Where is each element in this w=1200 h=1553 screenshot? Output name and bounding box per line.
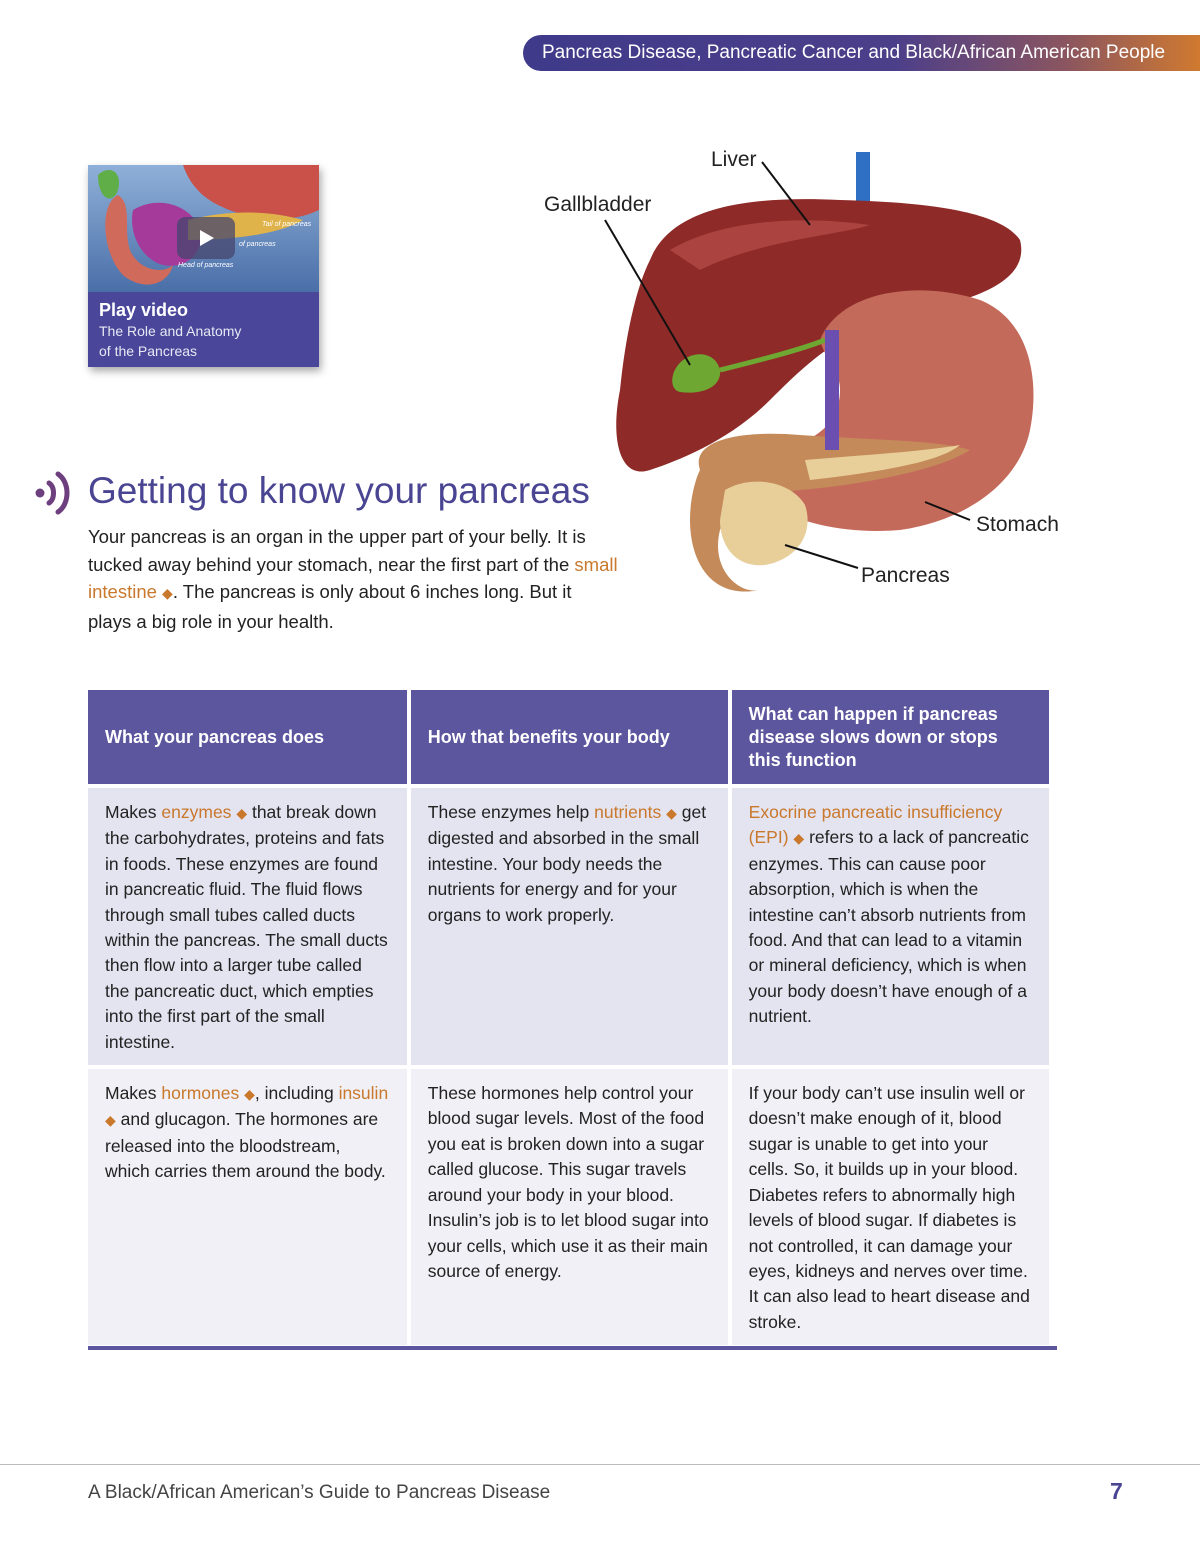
table-header-row [88, 690, 1049, 784]
thumb-gallbladder [98, 170, 119, 198]
video-card[interactable] [88, 165, 319, 367]
video-subtitle-line1: The Role and Anatomy [99, 323, 242, 339]
table-bottom-rule [88, 1346, 1057, 1350]
glossary-diamond-icon[interactable]: ◆ [666, 805, 677, 821]
term-epi[interactable]: Exocrine pancreatic insufficiency (EPI) [748, 802, 1003, 848]
pancreas-pointer [785, 545, 858, 568]
header-what-pancreas-does: What your pancreas does [88, 690, 407, 784]
intro-paragraph [88, 523, 618, 635]
video-title[interactable]: Play video [99, 300, 189, 320]
glossary-diamond-icon[interactable]: ◆ [793, 830, 805, 847]
thumb-label-head: Head of pancreas [178, 262, 234, 269]
intro-text-2: . The pancreas is only about 6 inches long. But it plays a big role in your health. [88, 581, 572, 632]
table-cell [88, 788, 407, 1065]
play-icon [200, 230, 214, 246]
table-cell [732, 788, 1049, 1065]
video-thumbnail[interactable] [88, 165, 319, 292]
speaker-audio-icon[interactable] [33, 468, 77, 518]
term-hormones[interactable]: hormones [161, 1083, 240, 1104]
cell-text: that break down the carbohydrates, proteins and fats in foods. These enzymes are found in pancreatic fluid. The fluid flows through small tubes called ducts within the pancreas. The small ducts then flow into a larger tube called the pancreatic duct, which empties into the first part of the small intestine. [105, 802, 388, 1052]
cell-text: Makes [105, 1083, 162, 1104]
cell-text: Makes [105, 802, 162, 822]
table-row [88, 788, 1049, 1065]
video-caption[interactable] [99, 299, 241, 361]
pancreas-function-table [84, 686, 1053, 1349]
glossary-diamond-icon[interactable]: ◆ [162, 585, 173, 601]
anatomy-illustration [540, 140, 1100, 620]
table-cell [411, 788, 728, 1065]
glossary-diamond-icon[interactable]: ◆ [236, 805, 248, 821]
glossary-diamond-icon[interactable]: ◆ [105, 1112, 116, 1129]
label-liver: Liver [711, 148, 757, 171]
footer-guide-title: A Black/African American’s Guide to Pancreas Disease [88, 1482, 551, 1503]
term-insulin[interactable]: insulin [338, 1083, 389, 1104]
glossary-diamond-icon[interactable]: ◆ [244, 1086, 255, 1103]
intro-text-1: Your pancreas is an organ in the upper part of your belly. It is tucked away behind your stomach, near the first part of the [88, 526, 586, 575]
term-nutrients[interactable]: nutrients [594, 802, 662, 822]
label-gallbladder: Gallbladder [544, 193, 652, 216]
cell-text: refers to a lack of pancreatic enzymes. This can cause poor absorption, which is when the intestine can’t absorb nutrients from food. And that can lead to a vitamin or mineral deficiency, which is when your body doesn’t have enough of a nutrient. [748, 827, 1029, 1027]
header-disease-effects: What can happen if pancreas disease slows down or stops this function [732, 690, 1049, 784]
label-pancreas: Pancreas [861, 564, 950, 587]
header-benefits: How that benefits your body [411, 690, 728, 784]
header-banner-text: Pancreas Disease, Pancreatic Cancer and Black/African American People [542, 42, 1166, 63]
header-banner [523, 35, 1200, 71]
cell-text: and glucagon. The hormones are released into the bloodstream, which carries them around the body. [105, 1109, 386, 1182]
cell-text: get digested and absorbed in the small intestine. Your body needs the nutrients for energy and for your organs to work properly. [427, 802, 707, 925]
thumb-stomach [183, 165, 319, 219]
page-number: 7 [1110, 1478, 1123, 1504]
table-cell [88, 1069, 407, 1345]
cell-text: , including [254, 1083, 339, 1104]
section-title: Getting to know your pancreas [88, 470, 590, 511]
term-enzymes[interactable]: enzymes [161, 802, 232, 822]
table-row [88, 1069, 1049, 1345]
thumb-label-body: of pancreas [239, 241, 276, 248]
table-cell: These hormones help control your blood sugar levels. Most of the food you eat is broken down into a sugar called glucose. This sugar travels around your body in your blood. Insulin’s job is to let blood sugar into your cells, which use it as their main source of energy. [411, 1069, 728, 1345]
video-subtitle-line2: of the Pancreas [99, 343, 198, 359]
footer-divider [0, 1464, 1200, 1465]
label-stomach: Stomach [976, 513, 1059, 536]
table-cell: If your body can’t use insulin well or doesn’t make enough of it, blood sugar is unable to get into your cells. So, it builds up in your blood. Diabetes refers to abnormally high levels of blood sugar. If diabetes is not controlled, it can damage your eyes, kidneys and nerves over time. It can also lead to heart disease and stroke. [732, 1069, 1049, 1345]
term-small-intestine[interactable]: small intestine [88, 553, 618, 602]
cell-text: These enzymes help [427, 802, 595, 822]
play-button[interactable] [177, 217, 235, 259]
thumb-label-tail: Tail of pancreas [262, 221, 312, 228]
pancreas-shape [720, 482, 808, 566]
portal-vein [825, 330, 839, 450]
